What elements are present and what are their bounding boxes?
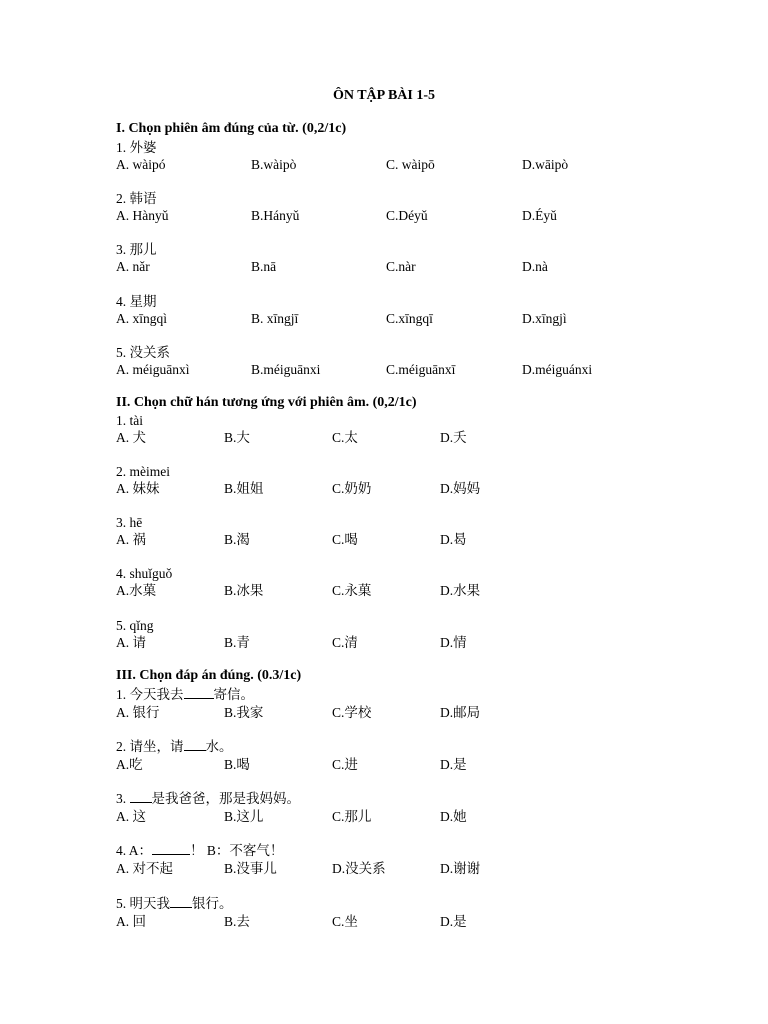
s3-q5-prompt [116, 895, 233, 912]
s2-q1-option-b[interactable]: B.大 [224, 430, 250, 445]
s3-q4-options [116, 860, 716, 877]
s1-q3-option-d[interactable]: D.nà [522, 259, 548, 274]
s1-q5-option-c[interactable]: C.méiguānxī [386, 362, 456, 377]
s2-q2-option-c[interactable]: C.奶奶 [332, 481, 372, 496]
s1-q2-options [116, 207, 716, 224]
s1-q5-option-a[interactable]: A. méiguānxì [116, 362, 190, 377]
s3-q1-options [116, 704, 716, 721]
s1-q5-option-b[interactable]: B.méiguānxi [251, 362, 321, 377]
s1-q1-options [116, 156, 716, 173]
s3-q3-option-c[interactable]: C.那儿 [332, 809, 372, 824]
s3-q2-option-c[interactable]: C.进 [332, 757, 358, 772]
s1-q1-option-c[interactable]: C. wàipō [386, 157, 435, 172]
s3-q3-prompt [116, 790, 300, 807]
s1-q4-options [116, 310, 716, 327]
s3-q2-options [116, 756, 716, 773]
s3-q5-blank[interactable] [170, 895, 192, 908]
s1-q3-option-c[interactable]: C.nàr [386, 259, 416, 274]
s3-q3-blank[interactable] [130, 790, 152, 803]
s1-q2-option-a[interactable]: A. Hànyǔ [116, 208, 169, 223]
s1-q1-option-a[interactable]: A. wàipó [116, 157, 166, 172]
s2-q2-option-d[interactable]: D.妈妈 [440, 481, 481, 496]
s3-q5-option-c[interactable]: C.坐 [332, 914, 358, 929]
s2-q2-option-b[interactable]: B.姐姐 [224, 481, 264, 496]
s2-q3-prompt: 3. hē [116, 515, 143, 530]
s1-q1-option-b[interactable]: B.wàipò [251, 157, 297, 172]
section-2-heading: II. Chọn chữ hán tương ứng với phiên âm. (0,2/1c) [116, 395, 417, 410]
s2-q5-option-d[interactable]: D.情 [440, 635, 467, 650]
s3-q5-prompt-after: 银行。 [192, 896, 233, 911]
s2-q4-option-a[interactable]: A.水菓 [116, 583, 157, 598]
s3-q4-option-d[interactable]: D.谢谢 [440, 861, 481, 876]
section-3-heading: III. Chọn đáp án đúng. (0.3/1c) [116, 668, 302, 683]
s3-q5-option-b[interactable]: B.去 [224, 914, 250, 929]
s3-q2-option-b[interactable]: B.喝 [224, 757, 250, 772]
s3-q1-prompt [116, 686, 254, 703]
s2-q3-option-a[interactable]: A. 祸 [116, 532, 146, 547]
s1-q5-option-d[interactable]: D.méiguánxi [522, 362, 593, 377]
s2-q5-option-a[interactable]: A. 请 [116, 635, 146, 650]
s3-q2-prompt-after: 水。 [205, 739, 233, 754]
s3-q3-option-d[interactable]: D.她 [440, 809, 467, 824]
s3-q1-blank[interactable] [184, 686, 214, 699]
s3-q4-prompt-before: 4. A： [116, 843, 153, 858]
s3-q1-option-c[interactable]: C.学校 [332, 705, 372, 720]
s3-q2-option-a[interactable]: A.吃 [116, 757, 143, 772]
s1-q3-options [116, 258, 716, 275]
s1-q4-option-a[interactable]: A. xīngqì [116, 311, 168, 326]
s2-q1-option-d[interactable]: D.夭 [440, 430, 467, 445]
s2-q5-option-b[interactable]: B.青 [224, 635, 250, 650]
s2-q2-option-a[interactable]: A. 妹妹 [116, 481, 160, 496]
s3-q1-option-b[interactable]: B.我家 [224, 705, 264, 720]
s1-q4-prompt: 4. 星期 [116, 294, 157, 309]
s2-q1-options [116, 429, 716, 446]
s3-q4-prompt-after: ！ B：不客气！ [190, 843, 284, 858]
s2-q3-option-c[interactable]: C.喝 [332, 532, 358, 547]
s3-q2-blank[interactable] [184, 738, 206, 751]
s3-q1-prompt-after: 寄信。 [213, 687, 254, 702]
page-title: ÔN TẬP BÀI 1-5 [332, 88, 436, 103]
s2-q1-option-c[interactable]: C.太 [332, 430, 358, 445]
s1-q1-option-d[interactable]: D.wāipò [522, 157, 569, 172]
s1-q5-prompt: 5. 没关系 [116, 345, 170, 360]
s3-q2-prompt-before: 2. 请坐，请 [116, 739, 184, 754]
s2-q5-options [116, 634, 716, 651]
s2-q4-options [116, 582, 716, 599]
s3-q2-prompt [116, 738, 233, 755]
s1-q2-prompt: 2. 韩语 [116, 191, 157, 206]
s3-q3-prompt-after: 是我爸爸，那是我妈妈。 [151, 791, 300, 806]
s1-q5-options [116, 361, 716, 378]
s1-q3-option-a[interactable]: A. nǎr [116, 259, 150, 274]
s3-q2-option-d[interactable]: D.是 [440, 757, 467, 772]
s2-q5-prompt: 5. qǐng [116, 618, 154, 633]
section-1-heading: I. Chọn phiên âm đúng của từ. (0,2/1c) [116, 121, 347, 136]
s2-q5-option-c[interactable]: C.清 [332, 635, 358, 650]
s2-q3-option-b[interactable]: B.渴 [224, 532, 250, 547]
s1-q2-option-b[interactable]: B.Hányǔ [251, 208, 300, 223]
s1-q4-option-b[interactable]: B. xīngjī [251, 311, 299, 326]
s3-q5-options [116, 913, 716, 930]
s3-q3-options [116, 808, 716, 825]
s3-q1-prompt-before: 1. 今天我去 [116, 687, 184, 702]
s3-q4-option-a[interactable]: A. 对不起 [116, 861, 173, 876]
s2-q1-option-a[interactable]: A. 犬 [116, 430, 146, 445]
s3-q4-blank[interactable] [152, 842, 190, 855]
s3-q5-prompt-before: 5. 明天我 [116, 896, 170, 911]
s1-q1-prompt: 1. 外婆 [116, 140, 157, 155]
s3-q3-option-b[interactable]: B.这儿 [224, 809, 264, 824]
s3-q3-option-a[interactable]: A. 这 [116, 809, 146, 824]
s3-q1-option-a[interactable]: A. 银行 [116, 705, 160, 720]
s3-q1-option-d[interactable]: D.邮局 [440, 705, 481, 720]
s2-q4-prompt: 4. shuǐguǒ [116, 566, 173, 581]
s2-q3-option-d[interactable]: D.曷 [440, 532, 467, 547]
s3-q3-prompt-before: 3. [116, 791, 130, 806]
s2-q4-option-b[interactable]: B.冰果 [224, 583, 264, 598]
s1-q4-option-c[interactable]: C.xīngqī [386, 311, 433, 326]
s3-q4-prompt [116, 842, 283, 859]
s2-q4-option-c[interactable]: C.永菓 [332, 583, 372, 598]
s1-q2-option-d[interactable]: D.Éyǔ [522, 208, 557, 223]
s3-q5-option-a[interactable]: A. 回 [116, 914, 146, 929]
s1-q2-option-c[interactable]: C.Déyǔ [386, 208, 428, 223]
s3-q4-option-c[interactable]: D.没关系 [332, 861, 386, 876]
s2-q2-options [116, 480, 716, 497]
s2-q4-option-d[interactable]: D.水果 [440, 583, 481, 598]
s1-q3-prompt: 3. 那儿 [116, 242, 157, 257]
s1-q4-option-d[interactable]: D.xīngjì [522, 311, 567, 326]
s2-q1-prompt: 1. tài [116, 413, 143, 428]
s2-q2-prompt: 2. mèimei [116, 464, 170, 479]
s1-q3-option-b[interactable]: B.nā [251, 259, 277, 274]
s3-q5-option-d[interactable]: D.是 [440, 914, 467, 929]
s3-q4-option-b[interactable]: B.没事儿 [224, 861, 277, 876]
s2-q3-options [116, 531, 716, 548]
